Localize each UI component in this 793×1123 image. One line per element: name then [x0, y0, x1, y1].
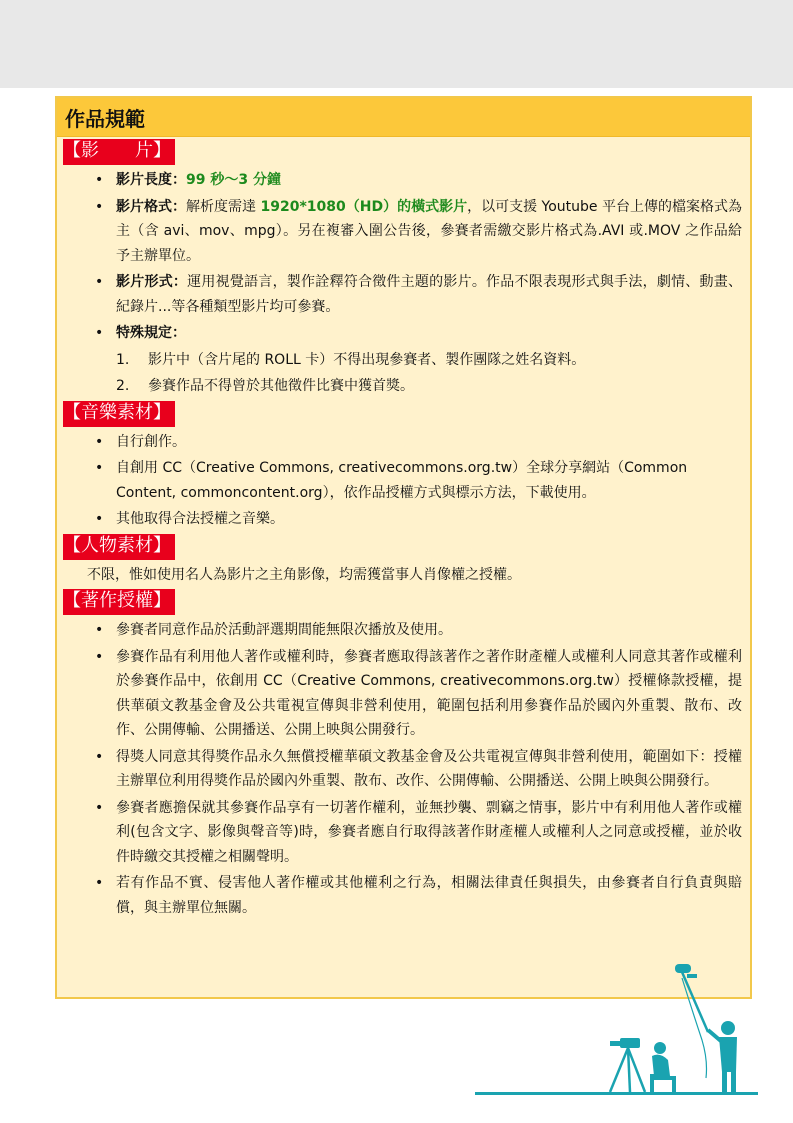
list-item: • 參賽者應擔保就其參賽作品享有一切著作權利，並無抄襲、剽竊之情事，影片中有利用他人著作或權利(包含文字、影像與聲音等)時，參賽者應自行取得該著作財產權人或權利人之同意或授權，並於收件時繳交其授權之相關聲明。	[95, 796, 742, 870]
special-rule-number: 2.	[116, 378, 130, 394]
section-label-music: 【音樂素材】	[63, 401, 175, 427]
special-rule-text: 影片中（含片尾的 ROLL 卡）不得出現參賽者、製作團隊之姓名資料。	[148, 351, 586, 368]
panel-content	[57, 137, 750, 920]
camera-icon	[620, 1038, 640, 1048]
section-label-copyright: 【著作授權】	[63, 589, 175, 615]
special-rule-item	[116, 348, 742, 373]
copyright-list	[65, 618, 742, 920]
list-item: • 自創用 CC（Creative Commons, creativecommons.org.tw）全球分享網站（Common Content, commoncontent.org），依作品授權方式與標示方法，下載使用。	[95, 456, 742, 505]
video-length-value: 99 秒～3 分鐘	[186, 172, 281, 188]
film-crew-illustration	[470, 960, 760, 1100]
specification-panel	[55, 96, 752, 999]
list-item: • 自行創作。	[95, 430, 742, 455]
video-format-highlight: 1920*1080（HD）的橫式影片	[260, 198, 468, 215]
special-rules-list	[65, 348, 742, 399]
video-format-pre: 解析度需達	[186, 198, 257, 215]
video-format-post: ，以可支援 Youtube 平台上傳的檔案格式為主（含 avi、mov、mpg）。另在複審入圍公告後，參賽者需繳交影片格式為.AVI 或.MOV 之作品給予主辦單位。	[116, 198, 743, 264]
list-item: • 參賽作品有利用他人著作或權利時，參賽者應取得該著作之著作財產權人或權利人同意其著作或權利於參賽作品中，依創用 CC（Creative Commons, creativecommons.org.tw）授權條款授權，提供華碩文教基金會及公共電視宣傳與非營利使用，範圍包括利用參賽作品於國內外重製、散布、改作、公開傳輸、公開播送、公開上映與公開發行。	[95, 645, 742, 743]
ground-line	[475, 1092, 758, 1095]
video-form-item	[95, 270, 742, 319]
list-item: • 其他取得合法授權之音樂。	[95, 507, 742, 532]
boom-operator-icon	[721, 1021, 735, 1035]
section-label-video: 【影 片】	[63, 139, 175, 165]
special-rule-text: 參賽作品不得曾於其他徵件比賽中獲首獎。	[148, 378, 414, 394]
video-form-label: 影片形式：	[116, 274, 188, 290]
top-gray-band	[0, 0, 793, 88]
list-item: • 得獎人同意其得獎作品永久無償授權華碩文教基金會及公共電視宣傳與非營利使用，範圍如下：授權主辦單位利用得獎作品於國內外重製、散布、改作、公開傳輸、公開播送、公開上映與公開發行。	[95, 745, 742, 794]
video-list	[65, 168, 742, 346]
list-item: • 若有作品不實、侵害他人著作權或其他權利之行為，相關法律責任與損失，由參賽者自行負責與賠償，與主辦單位無關。	[95, 871, 742, 920]
video-form-text: 運用視覺語言，製作詮釋符合徵件主題的影片。作品不限表現形式與手法，劇情、動畫、紀錄片...等各種類型影片均可參賽。	[116, 274, 743, 315]
music-list	[65, 430, 742, 532]
special-rule-item	[116, 374, 742, 399]
video-special-label: 特殊規定：	[116, 325, 186, 341]
list-item: • 參賽者同意作品於活動評選期間能無限次播放及使用。	[95, 618, 742, 643]
cameraman-icon	[654, 1042, 666, 1054]
video-length-item	[95, 168, 742, 193]
special-rule-number: 1.	[116, 351, 130, 368]
page-title: 作品規範	[57, 98, 750, 137]
video-format-label: 影片格式：	[116, 198, 187, 215]
video-length-label: 影片長度：	[116, 172, 186, 188]
video-special-item	[95, 321, 742, 346]
people-text: 不限，惟如使用名人為影片之主角影像，均需獲當事人肖像權之授權。	[87, 566, 521, 583]
video-format-item	[95, 195, 742, 269]
boom-mic-icon	[675, 964, 691, 973]
section-label-people: 【人物素材】	[63, 534, 175, 560]
